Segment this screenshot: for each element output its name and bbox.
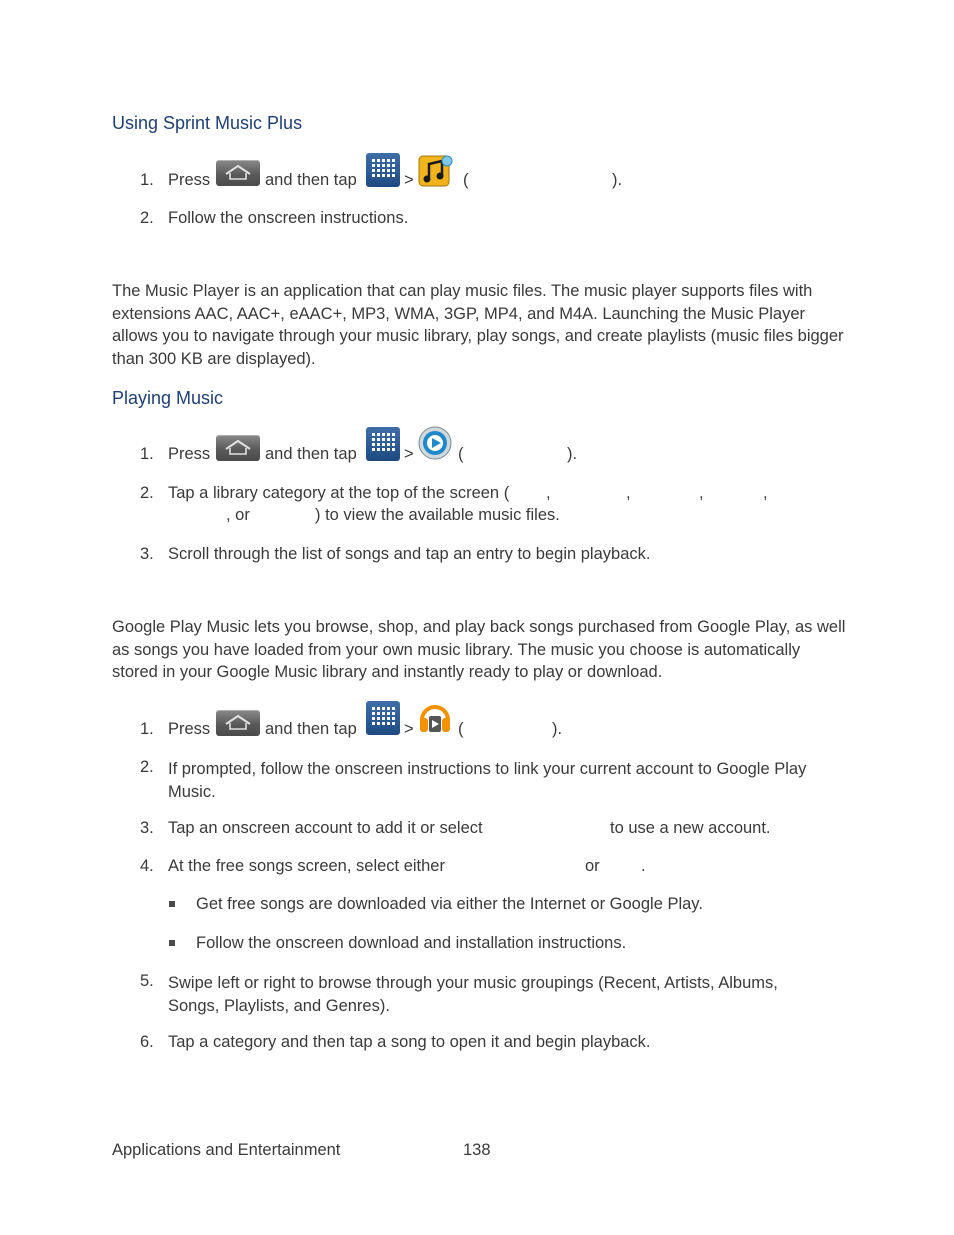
step-text: Scroll through the list of songs and tap an entry to begin playback.	[168, 545, 651, 563]
apps-grid-icon	[366, 701, 400, 735]
music-player-description: The Music Player is an application that can play music files. The music player supports files with extensions AAC, AAC+, eAAC+, MP3, WMA, 3GP, MP4, and M4A. Launching the Music Player allows you to navigate through your music library, play songs, and create playlists (music files bigger than 300 KB are displayed).	[112, 282, 844, 368]
step-number: 3.	[140, 545, 154, 563]
step-text: At the free songs screen, select either	[168, 857, 445, 875]
step-text: Tap a library category at the top of the screen (	[168, 484, 510, 502]
greater-than: >	[404, 445, 414, 463]
step-text-press: Press	[168, 445, 211, 463]
open-paren: (	[463, 171, 469, 189]
step-text: Swipe left or right to browse through your music groupings (Recent, Artists, Albums, Songs, Playlists, and Genres).	[168, 974, 778, 1015]
step-number: 1.	[140, 445, 154, 463]
music-player-icon	[418, 426, 454, 462]
footer-page-number: 138	[463, 1141, 491, 1159]
home-key-icon	[216, 435, 260, 461]
step-text-and-then-tap: and then tap	[265, 171, 357, 189]
apps-grid-icon	[366, 153, 400, 187]
home-key-icon	[216, 160, 260, 186]
step-number: 4.	[140, 857, 154, 875]
step-number: 3.	[140, 819, 154, 837]
step-number: 2.	[140, 484, 154, 502]
sprint-music-plus-icon	[418, 153, 454, 189]
google-play-music-description: Google Play Music lets you browse, shop, and play back songs purchased from Google Play, as well as songs you have loaded from your own music library. The music you choose is automatically stored in your Google Music library and instantly ready to play or download.	[112, 618, 846, 682]
list-or: , or	[226, 506, 250, 524]
step-text-or: or	[585, 857, 600, 875]
step-text-and-then-tap: and then tap	[265, 720, 357, 738]
footer-section-title: Applications and Entertainment	[112, 1141, 341, 1159]
step-number: 2.	[140, 758, 154, 776]
heading-using-sprint-music-plus: Using Sprint Music Plus	[112, 113, 303, 133]
close-paren: ).	[552, 720, 563, 738]
bullet-text: Get free songs are downloaded via either the Internet or Google Play.	[196, 895, 703, 913]
open-paren: (	[458, 720, 464, 738]
bullet-square-icon	[169, 940, 175, 946]
greater-than: >	[404, 171, 414, 189]
close-paren: ).	[567, 445, 578, 463]
heading-playing-music: Playing Music	[112, 388, 224, 408]
step-text-period: .	[641, 857, 646, 875]
step-text: Tap an onscreen account to add it or select	[168, 819, 483, 837]
step-number: 5.	[140, 972, 154, 990]
step-number: 1.	[140, 720, 154, 738]
home-key-icon	[216, 710, 260, 736]
list-comma: ,	[546, 484, 551, 502]
step-number: 1.	[140, 171, 154, 189]
list-comma: ,	[699, 484, 704, 502]
step-text-press: Press	[168, 171, 211, 189]
step-text-continued: to use a new account.	[610, 819, 771, 837]
greater-than: >	[404, 720, 414, 738]
bullet-text: Follow the onscreen download and installation instructions.	[196, 934, 627, 952]
step-text: Tap a category and then tap a song to open it and begin playback.	[168, 1033, 651, 1051]
open-paren: (	[458, 445, 464, 463]
apps-grid-icon	[366, 427, 400, 461]
bullet-square-icon	[169, 901, 175, 907]
step-text-press: Press	[168, 720, 211, 738]
step-text-end: ) to view the available music files.	[315, 506, 560, 524]
list-comma: ,	[763, 484, 768, 502]
step-text: Follow the onscreen instructions.	[168, 209, 409, 227]
step-text: If prompted, follow the onscreen instructions to link your current account to Google Play Music.	[168, 760, 807, 801]
list-comma: ,	[626, 484, 631, 502]
close-paren: ).	[612, 171, 623, 189]
step-text-and-then-tap: and then tap	[265, 445, 357, 463]
google-play-music-icon	[417, 698, 453, 734]
step-number: 2.	[140, 209, 154, 227]
step-number: 6.	[140, 1033, 154, 1051]
